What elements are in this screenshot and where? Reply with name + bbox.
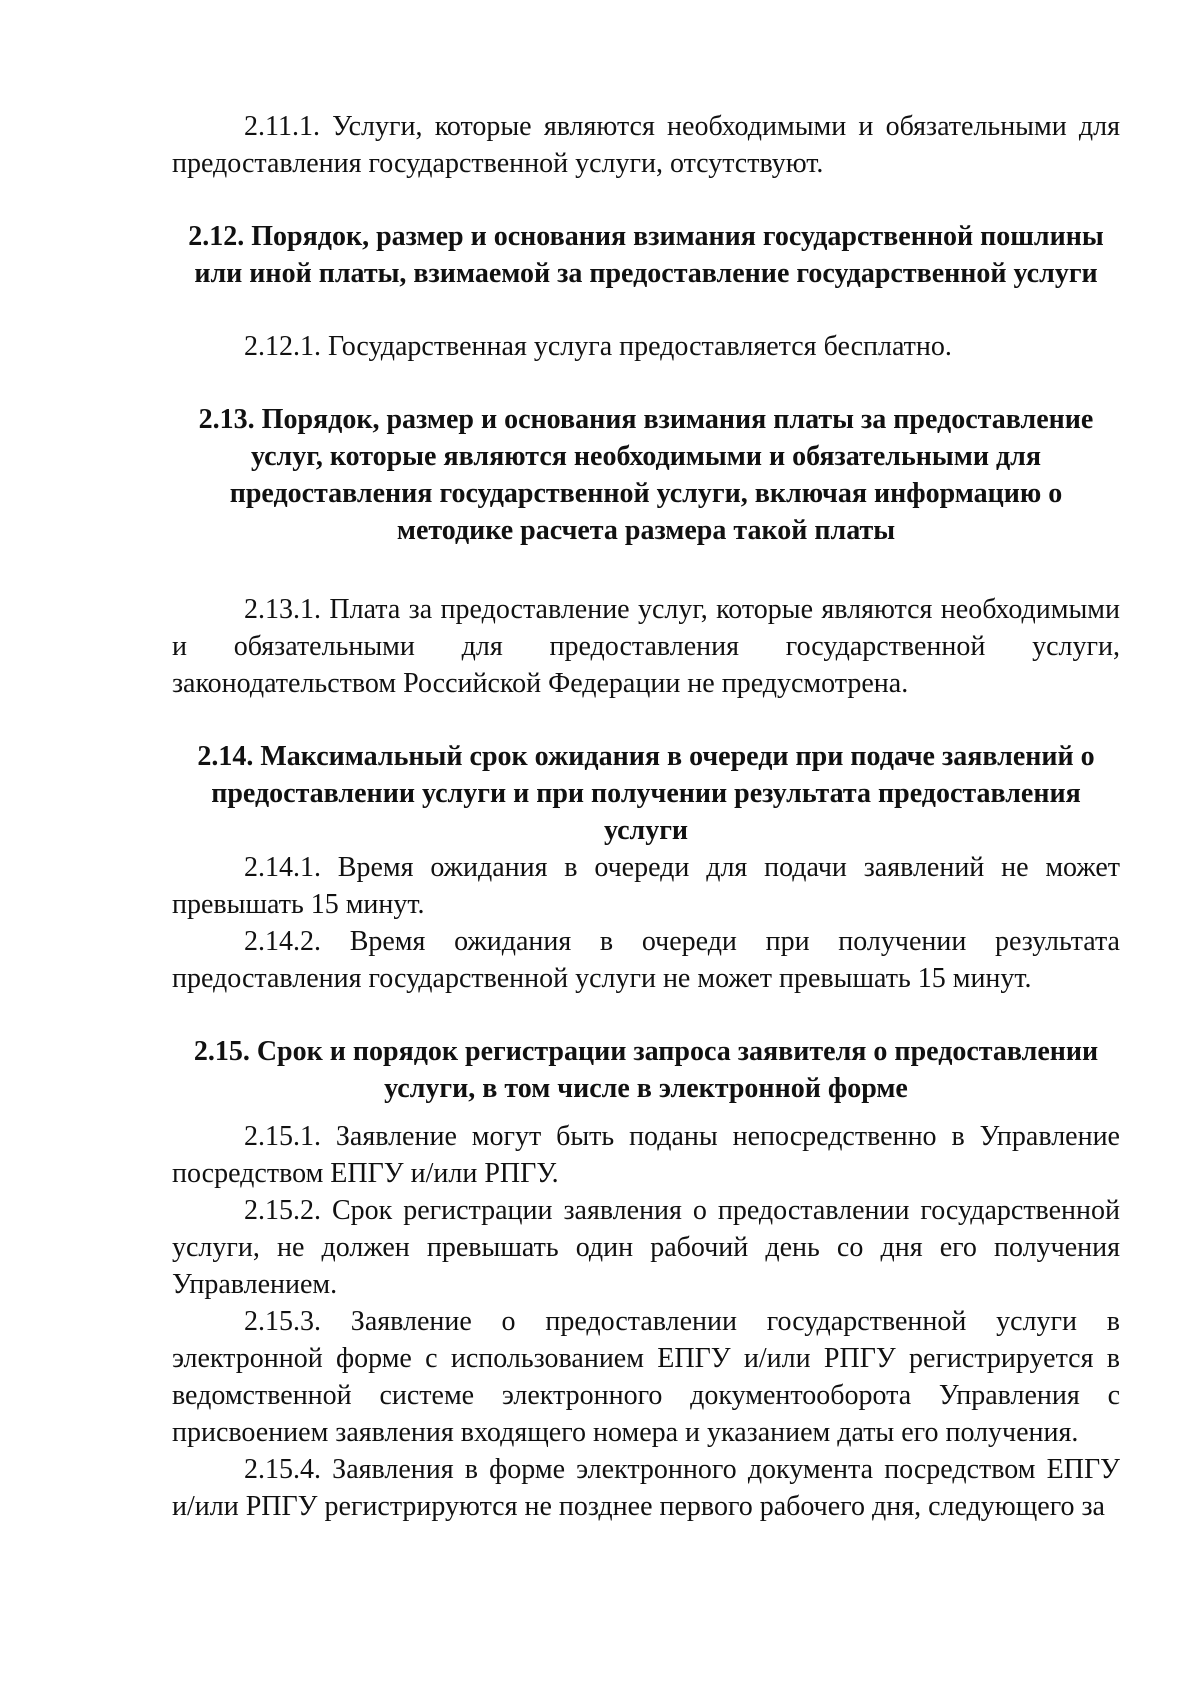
paragraph-2-12-1: 2.12.1. Государственная услуга предоставляется бесплатно.	[244, 331, 952, 362]
heading-2-12: 2.12. Порядок, размер и основания взимания государственной пошлины или иной платы, взимаемой за предоставление государственной услуги	[188, 221, 1104, 289]
paragraph-2-15-2: 2.15.2. Срок регистрации заявления о предоставлении государственной услуги, не должен превышать один рабочий день со дня его получения Управлением.	[172, 1195, 1120, 1300]
paragraph-2-14-1: 2.14.1. Время ожидания в очереди для подачи заявлений не может превышать 15 минут.	[172, 852, 1120, 920]
paragraph-2-14-2: 2.14.2. Время ожидания в очереди при получении результата предоставления государственной услуги не может превышать 15 минут.	[172, 926, 1120, 994]
paragraph-2-13-1: 2.13.1. Плата за предоставление услуг, которые являются необходимыми и обязательными для предоставления государственной услуги, законодательством Российской Федерации не предусмотрена.	[172, 594, 1120, 699]
heading-2-13: 2.13. Порядок, размер и основания взимания платы за предоставление услуг, которые являются необходимыми и обязательными для предоставления государственной услуги, включая информацию о методике расчета размера такой платы	[198, 404, 1094, 546]
document-page	[172, 108, 1120, 1525]
paragraph-2-15-1: 2.15.1. Заявление могут быть поданы непосредственно в Управление посредством ЕПГУ и/или РПГУ.	[172, 1121, 1120, 1189]
heading-2-14: 2.14. Максимальный срок ожидания в очереди при подаче заявлений о предоставлении услуги и при получении результата предоставления услуги	[197, 741, 1095, 846]
heading-2-15: 2.15. Срок и порядок регистрации запроса заявителя о предоставлении услуги, в том числе в электронной форме	[193, 1036, 1099, 1104]
paragraph-2-15-4: 2.15.4. Заявления в форме электронного документа посредством ЕПГУ и/или РПГУ регистрируются не позднее первого рабочего дня, следующего за	[172, 1454, 1120, 1522]
paragraph-2-11-1: 2.11.1. Услуги, которые являются необходимыми и обязательными для предоставления государственной услуги, отсутствуют.	[172, 111, 1120, 179]
paragraph-2-15-3: 2.15.3. Заявление о предоставлении государственной услуги в электронной форме с использованием ЕПГУ и/или РПГУ регистрируется в ведомственной системе электронного документооборота Управления с присвоением заявления входящего номера и указанием даты его получения.	[172, 1306, 1120, 1448]
